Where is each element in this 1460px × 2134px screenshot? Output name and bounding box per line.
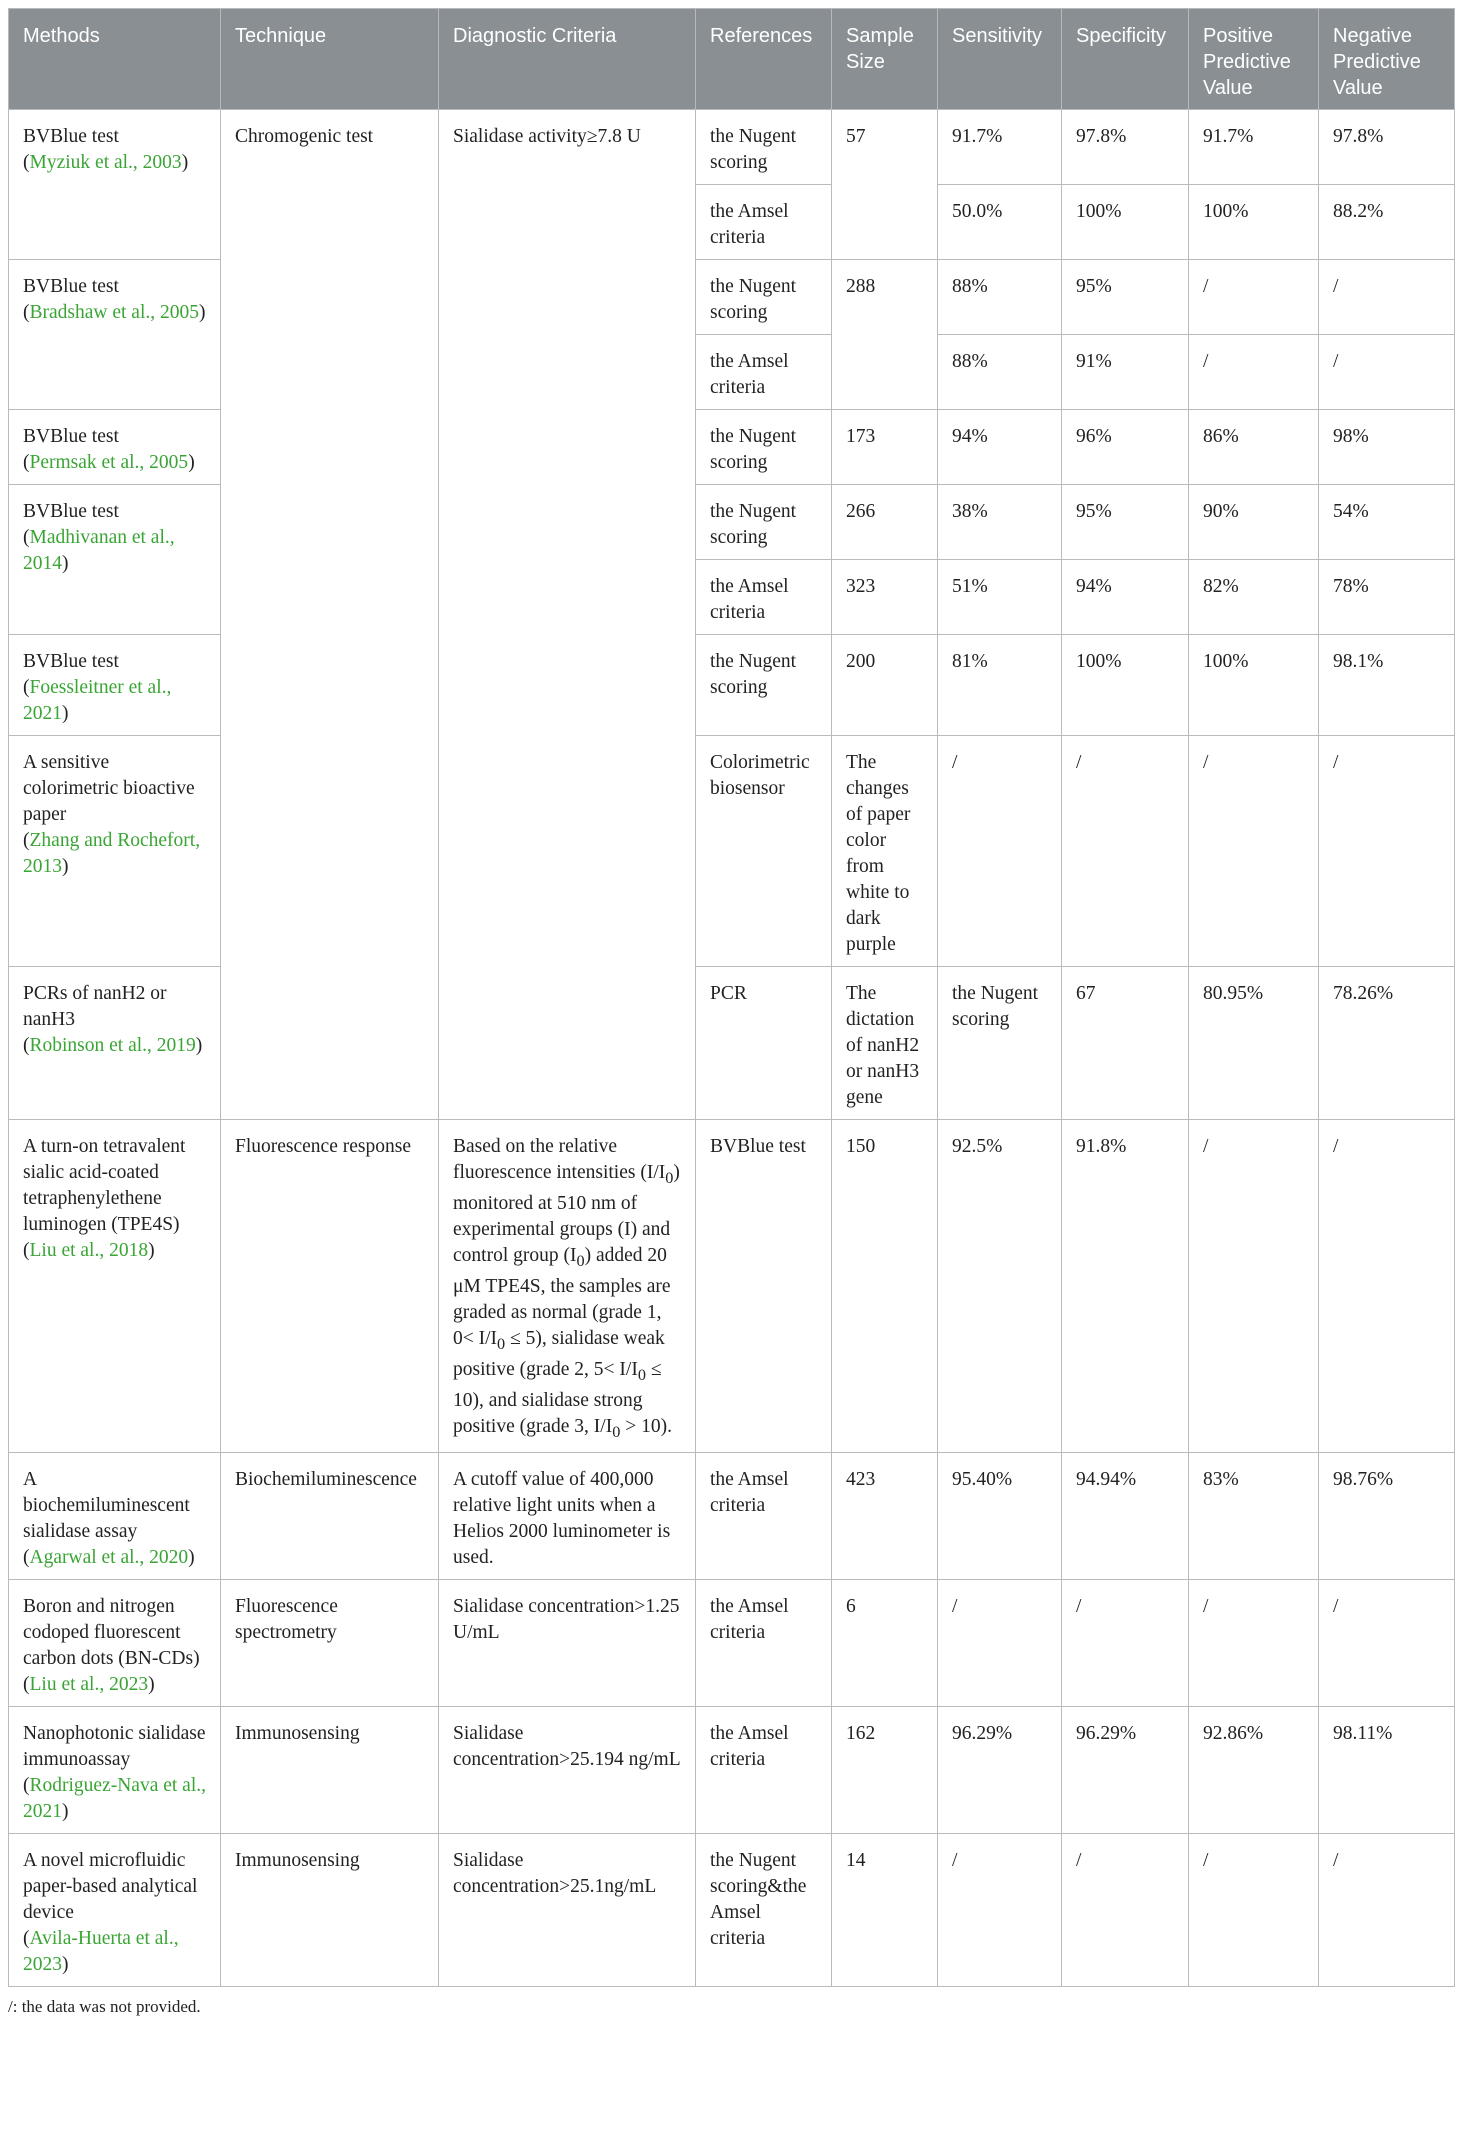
table-header-row bbox=[9, 9, 1455, 110]
ppv-cell: / bbox=[1189, 335, 1319, 410]
header-specificity: Specificity bbox=[1062, 9, 1189, 110]
method-cell: A sensitive colorimetric bioactive paper (Zhang and Rochefort, 2013) bbox=[9, 736, 221, 967]
reference-cell: the Nugent scoring bbox=[696, 485, 832, 560]
citation-link[interactable]: Robinson et al., 2019 bbox=[29, 1035, 196, 1056]
specificity-cell: / bbox=[1062, 1834, 1189, 1987]
citation-link[interactable]: Permsak et al., 2005 bbox=[29, 452, 189, 473]
sample-size-cell: / bbox=[1062, 736, 1189, 967]
specificity-cell: 95% bbox=[1062, 485, 1189, 560]
table-row bbox=[9, 1580, 1455, 1707]
diagnostic-methods-table bbox=[8, 8, 1455, 1987]
table-row bbox=[9, 1707, 1455, 1834]
specificity-cell: 96% bbox=[1062, 410, 1189, 485]
citation-link[interactable]: Rodriguez-Nava et al., 2021 bbox=[23, 1775, 207, 1823]
citation-link[interactable]: Agarwal et al., 2020 bbox=[29, 1547, 189, 1569]
reference-cell: the Nugent scoring bbox=[696, 635, 832, 736]
citation-link[interactable]: Bradshaw et al., 2005 bbox=[29, 302, 200, 323]
technique-cell: Immunosensing bbox=[221, 1707, 439, 1834]
reference-cell: the Amsel criteria bbox=[696, 335, 832, 410]
citation-link[interactable]: Zhang and Rochefort, 2013 bbox=[23, 830, 201, 877]
reference-cell: the Amsel criteria bbox=[696, 1580, 832, 1707]
method-cell: Nanophotonic sialidase immunoassay (Rodriguez-Nava et al., 2021) bbox=[9, 1707, 221, 1834]
specificity-cell: / bbox=[1319, 736, 1455, 967]
ppv-cell: / bbox=[1189, 1834, 1319, 1987]
reference-cell: the Nugent scoring bbox=[938, 967, 1062, 1120]
npv-cell: 78% bbox=[1319, 560, 1455, 635]
header-technique: Technique bbox=[221, 9, 439, 110]
ppv-cell: 86% bbox=[1189, 410, 1319, 485]
sample-size-cell: 14 bbox=[832, 1834, 938, 1987]
criteria-cell: Sialidase concentration>25.1ng/mL bbox=[439, 1834, 696, 1987]
sensitivity-cell: / bbox=[938, 1834, 1062, 1987]
method-cell: BVBlue test (Foessleitner et al., 2021) bbox=[9, 635, 221, 736]
sample-size-cell: 200 bbox=[832, 635, 938, 736]
reference-cell: the Nugent scoring bbox=[696, 110, 832, 185]
sensitivity-cell: / bbox=[938, 1580, 1062, 1707]
reference-cell: the Nugent scoring&the Amsel criteria bbox=[696, 1834, 832, 1987]
method-cell: Boron and nitrogen codoped fluorescent carbon dots (BN-CDs) (Liu et al., 2023) bbox=[9, 1580, 221, 1707]
sample-size-cell: 67 bbox=[1062, 967, 1189, 1120]
technique-cell: Colorimetric biosensor bbox=[696, 736, 832, 967]
sensitivity-cell: 96.29% bbox=[938, 1707, 1062, 1834]
sensitivity-cell: 95.40% bbox=[938, 1453, 1062, 1580]
citation-link[interactable]: Madhivanan et al., 2014 bbox=[23, 527, 175, 574]
sample-size-cell: 266 bbox=[832, 485, 938, 560]
specificity-cell: 94.94% bbox=[1062, 1453, 1189, 1580]
ppv-cell: 82% bbox=[1189, 560, 1319, 635]
sample-size-cell: 150 bbox=[832, 1120, 938, 1453]
ppv-cell: / bbox=[1189, 260, 1319, 335]
table-row bbox=[9, 110, 1455, 185]
sample-size-cell: 288 bbox=[832, 260, 938, 410]
sample-size-cell: 173 bbox=[832, 410, 938, 485]
sensitivity-cell: 38% bbox=[938, 485, 1062, 560]
reference-cell: the Amsel criteria bbox=[696, 560, 832, 635]
criteria-cell: Based on the relative fluorescence intensities $(I/I_0)$ monitored at 510 nm of experimental groups (I) and control group $(I_0)$ added 20 μM TPE4S, the samples are graded as normal (grade 1, $0< I/I_0 \le 5$), sialidase weak positive (grade 2, $5< I/I_0 \le 10$), and sialidase strong positive (grade 3, $I/I_0 > 10$). bbox=[439, 1120, 696, 1453]
npv-cell: / bbox=[1319, 1834, 1455, 1987]
specificity-cell: 100% bbox=[1062, 185, 1189, 260]
sample-size-cell: 6 bbox=[832, 1580, 938, 1707]
header-sensitivity: Sensitivity bbox=[938, 9, 1062, 110]
npv-cell: 54% bbox=[1319, 485, 1455, 560]
npv-cell: / bbox=[1319, 260, 1455, 335]
method-cell: BVBlue test (Bradshaw et al., 2005) bbox=[9, 260, 221, 410]
table-footnote: /: the data was not provided. bbox=[8, 1997, 201, 2017]
header-references: References bbox=[696, 9, 832, 110]
ppv-cell: 100% bbox=[1189, 185, 1319, 260]
npv-cell: 98.76% bbox=[1319, 1453, 1455, 1580]
method-cell: BVBlue test (Myziuk et al., 2003) bbox=[9, 110, 221, 260]
citation-link[interactable]: Myziuk et al., 2003 bbox=[29, 152, 182, 173]
method-cell: PCRs of nanH2 or nanH3 (Robinson et al., 2019) bbox=[9, 967, 221, 1120]
criteria-cell: Sialidase concentration>1.25 U/mL bbox=[439, 1580, 696, 1707]
method-cell: A novel microfluidic paper-based analytical device (Avila-Huerta et al., 2023) bbox=[9, 1834, 221, 1987]
technique-cell: PCR bbox=[696, 967, 832, 1120]
npv-cell: 98.1% bbox=[1319, 635, 1455, 736]
citation-link[interactable]: Avila-Huerta et al., 2023 bbox=[23, 1928, 179, 1976]
reference-cell: BVBlue test bbox=[696, 1120, 832, 1453]
specificity-cell: 100% bbox=[1062, 635, 1189, 736]
table-row bbox=[9, 1120, 1455, 1453]
specificity-cell: 78.26% bbox=[1319, 967, 1455, 1120]
sample-size-cell: 423 bbox=[832, 1453, 938, 1580]
criteria-cell: Sialidase concentration>25.194 ng/mL bbox=[439, 1707, 696, 1834]
table-row bbox=[9, 1453, 1455, 1580]
sample-size-cell: 162 bbox=[832, 1707, 938, 1834]
citation-link[interactable]: Liu et al., 2023 bbox=[29, 1674, 149, 1696]
npv-cell: 88.2% bbox=[1319, 185, 1455, 260]
criteria-cell: The dictation of nanH2 or nanH3 gene bbox=[832, 967, 938, 1120]
technique-cell: Fluorescence spectrometry bbox=[221, 1580, 439, 1707]
npv-cell: 98.11% bbox=[1319, 1707, 1455, 1834]
ppv-cell: 92.86% bbox=[1189, 1707, 1319, 1834]
specificity-cell: / bbox=[1062, 1580, 1189, 1707]
npv-cell: 97.8% bbox=[1319, 110, 1455, 185]
sensitivity-cell: 91.7% bbox=[938, 110, 1062, 185]
technique-cell: Biochemiluminescence bbox=[221, 1453, 439, 1580]
criteria-cell: The changes of paper color from white to dark purple bbox=[832, 736, 938, 967]
sensitivity-cell: 50.0% bbox=[938, 185, 1062, 260]
citation-link[interactable]: Liu et al., 2018 bbox=[29, 1240, 149, 1261]
reference-cell: the Nugent scoring bbox=[696, 410, 832, 485]
sensitivity-cell: 94% bbox=[938, 410, 1062, 485]
table-container bbox=[8, 8, 1454, 2017]
sample-size-cell: 57 bbox=[832, 110, 938, 260]
specificity-cell: 97.8% bbox=[1062, 110, 1189, 185]
ppv-cell: / bbox=[1189, 1580, 1319, 1707]
citation-link[interactable]: Foessleitner et al., 2021 bbox=[23, 677, 172, 724]
sensitivity-cell: 88% bbox=[938, 260, 1062, 335]
reference-cell: the Nugent scoring bbox=[696, 260, 832, 335]
method-cell: BVBlue test (Permsak et al., 2005) bbox=[9, 410, 221, 485]
sensitivity-cell: 51% bbox=[938, 560, 1062, 635]
method-cell: BVBlue test (Madhivanan et al., 2014) bbox=[9, 485, 221, 635]
header-methods: Methods bbox=[9, 9, 221, 110]
criteria-cell: Sialidase activity≥7.8 U bbox=[439, 110, 696, 1120]
reference-cell: the Amsel criteria bbox=[696, 1707, 832, 1834]
sensitivity-cell: 92.5% bbox=[938, 1120, 1062, 1453]
method-cell: A turn-on tetravalent sialic acid-coated tetraphenylethene luminogen (TPE4S) (Liu et al., 2018) bbox=[9, 1120, 221, 1453]
npv-cell: / bbox=[1319, 1120, 1455, 1453]
sensitivity-cell: 88% bbox=[938, 335, 1062, 410]
sensitivity-cell: / bbox=[1189, 736, 1319, 967]
sample-size-cell: 323 bbox=[832, 560, 938, 635]
specificity-cell: 94% bbox=[1062, 560, 1189, 635]
technique-cell: Fluorescence response bbox=[221, 1120, 439, 1453]
specificity-cell: 91% bbox=[1062, 335, 1189, 410]
ppv-cell: 100% bbox=[1189, 635, 1319, 736]
header-diagnostic-criteria: Diagnostic Criteria bbox=[439, 9, 696, 110]
header-npv: Negative Predictive Value bbox=[1319, 9, 1455, 110]
sensitivity-cell: 81% bbox=[938, 635, 1062, 736]
reference-cell: / bbox=[938, 736, 1062, 967]
method-cell: A biochemiluminescent sialidase assay (Agarwal et al., 2020) bbox=[9, 1453, 221, 1580]
npv-cell: / bbox=[1319, 335, 1455, 410]
header-ppv: Positive Predictive Value bbox=[1189, 9, 1319, 110]
header-sample-size: Sample Size bbox=[832, 9, 938, 110]
technique-cell: Chromogenic test bbox=[221, 110, 439, 1120]
specificity-cell: 91.8% bbox=[1062, 1120, 1189, 1453]
ppv-cell: 90% bbox=[1189, 485, 1319, 560]
ppv-cell: 83% bbox=[1189, 1453, 1319, 1580]
technique-cell: Immunosensing bbox=[221, 1834, 439, 1987]
ppv-cell: / bbox=[1189, 1120, 1319, 1453]
criteria-cell: A cutoff value of 400,000 relative light units when a Helios 2000 luminometer is used. bbox=[439, 1453, 696, 1580]
specificity-cell: 95% bbox=[1062, 260, 1189, 335]
npv-cell: 98% bbox=[1319, 410, 1455, 485]
ppv-cell: 91.7% bbox=[1189, 110, 1319, 185]
specificity-cell: 96.29% bbox=[1062, 1707, 1189, 1834]
npv-cell: / bbox=[1319, 1580, 1455, 1707]
reference-cell: the Amsel criteria bbox=[696, 185, 832, 260]
reference-cell: the Amsel criteria bbox=[696, 1453, 832, 1580]
sensitivity-cell: 80.95% bbox=[1189, 967, 1319, 1120]
table-row bbox=[9, 1834, 1455, 1987]
